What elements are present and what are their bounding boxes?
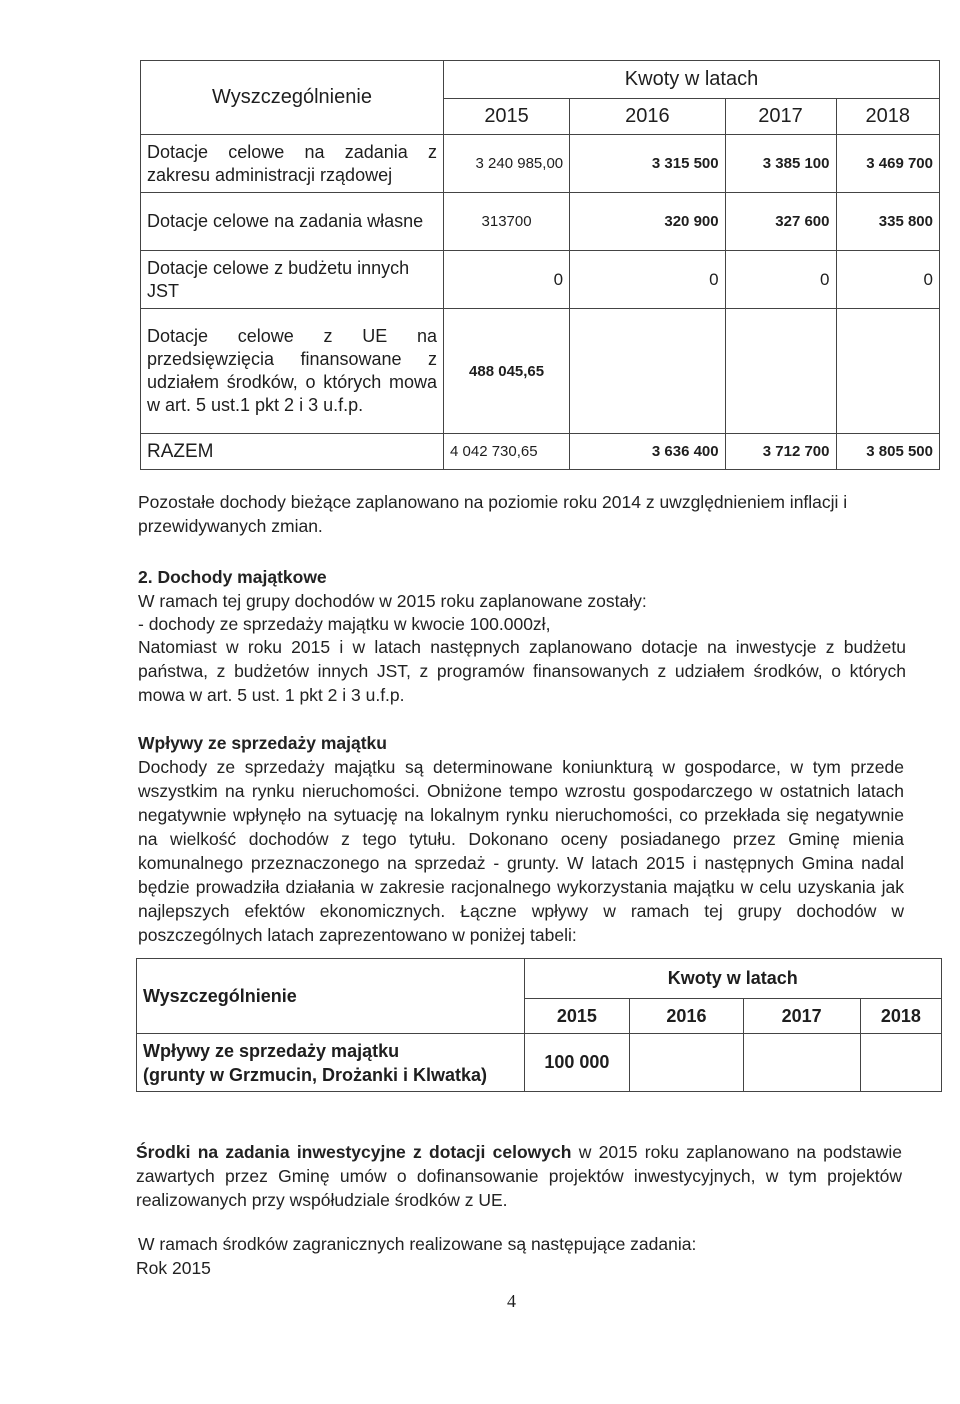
table-row xyxy=(141,309,940,434)
sales-table xyxy=(136,958,942,1092)
paragraph-investment xyxy=(136,1140,902,1212)
cell-value xyxy=(725,309,836,434)
year-header: 2015 xyxy=(444,99,570,135)
cell-value: 313700 xyxy=(444,193,570,251)
cell-value: 488 045,65 xyxy=(444,309,570,434)
cell-value xyxy=(860,1034,941,1092)
section-text: Natomiast w roku 2015 i w latach następnych zaplanowano dotacje na inwestycje z budżetu państwa, z budżetów innych JST, z programów finansowanych z udziałem środków, o których mowa w art. 5 ust. 1 pkt 2 i 3 u.f.p. xyxy=(138,637,906,705)
section-heading: Środki na zadania inwestycyjne z dotacji celowych xyxy=(136,1142,572,1162)
cell-value: 3 712 700 xyxy=(725,434,836,470)
row-label-line: (grunty w Grzmucin, Drożanki i Klwatka) xyxy=(143,1064,488,1085)
year-header: 2018 xyxy=(860,999,941,1034)
cell-value xyxy=(570,309,725,434)
cell-value: 3 469 700 xyxy=(836,135,940,193)
section-text: Dochody ze sprzedaży majątku są determinowane koniunkturą w gospodarce, w tym przede wszystkim na rynku nieruchomości. Obniżone tempo wzrostu gospodarczego w ostatnich latach negatywnie wpłynęło na sytuację na lokalnym rynku nieruchomości, co przekłada się negatywnie na wielkość dochodów z tego tytułu. Dokonano oceny posiadanego przez Gminę mienia komunalnego przeznaczonego na sprzedaż - grunty. W latach 2015 i następnych Gmina nadal będzie prowadziła działania w zakresie racjonalnego wykorzystania majątku w celu uzyskania jak najlepszych efektów ekonomicznych. Łączne wpływy w ramach tej grupy dochodów w poszczególnych latach zaprezentowano w poniżej tabeli: xyxy=(138,757,904,945)
section-text: - dochody ze sprzedaży majątku w kwocie 100.000zł, xyxy=(138,614,551,634)
cell-value: 0 xyxy=(836,251,940,309)
cell-value: 0 xyxy=(444,251,570,309)
row-label: Dotacje celowe z UE na przedsięwzięcia finansowane z udziałem środków, o których mowa w art. 5 ust.1 pkt 2 i 3 u.f.p. xyxy=(141,309,444,434)
row-label-line: Wpływy ze sprzedaży majątku xyxy=(143,1040,400,1061)
cell-value xyxy=(836,309,940,434)
paragraph-foreign: W ramach środków zagranicznych realizowane są następujące zadania: xyxy=(138,1234,697,1254)
grants-table xyxy=(140,60,940,470)
section-text: w 2015 roku zaplanowano na podstawie zawartych przez Gminę umów o dofinansowanie projektów inwestycyjnych, w tym projektów realizowanych przy współudziale środków z UE. xyxy=(136,1142,902,1210)
cell-value: 3 636 400 xyxy=(570,434,725,470)
table-header-amounts: Kwoty w latach xyxy=(444,61,940,99)
table-header-spec: Wyszczególnienie xyxy=(137,959,525,1034)
row-label: Dotacje celowe na zadania z zakresu administracji rządowej xyxy=(141,135,444,193)
cell-value: 335 800 xyxy=(836,193,940,251)
section-text: W ramach tej grupy dochodów w 2015 roku zaplanowane zostały: xyxy=(138,591,647,611)
paragraph-year: Rok 2015 xyxy=(136,1258,211,1278)
section-heading: Wpływy ze sprzedaży majątku xyxy=(138,733,387,753)
paragraph-other-income: Pozostałe dochody bieżące zaplanowano na poziomie roku 2014 z uwzględnieniem inflacji i przewidywanych zmian. xyxy=(138,492,848,536)
table-header-spec: Wyszczególnienie xyxy=(141,61,444,135)
cell-value: 0 xyxy=(570,251,725,309)
table-row xyxy=(137,1034,942,1092)
year-header: 2016 xyxy=(630,999,743,1034)
row-label xyxy=(137,1034,525,1092)
table-row xyxy=(141,135,940,193)
row-label: RAZEM xyxy=(141,434,444,470)
table-header-amounts: Kwoty w latach xyxy=(524,959,941,999)
table-row xyxy=(141,193,940,251)
page-number: 4 xyxy=(507,1291,516,1311)
table-row xyxy=(141,251,940,309)
year-header: 2015 xyxy=(524,999,630,1034)
year-header: 2017 xyxy=(743,999,860,1034)
cell-value: 4 042 730,65 xyxy=(444,434,570,470)
year-header: 2018 xyxy=(836,99,940,135)
cell-value: 3 805 500 xyxy=(836,434,940,470)
cell-value: 3 385 100 xyxy=(725,135,836,193)
year-header: 2016 xyxy=(570,99,725,135)
row-label: Dotacje celowe z budżetu innych JST xyxy=(141,251,444,309)
cell-value: 327 600 xyxy=(725,193,836,251)
cell-value: 3 240 985,00 xyxy=(444,135,570,193)
cell-value: 3 315 500 xyxy=(570,135,725,193)
table-row-total xyxy=(141,434,940,470)
year-header: 2017 xyxy=(725,99,836,135)
cell-value xyxy=(743,1034,860,1092)
row-label: Dotacje celowe na zadania własne xyxy=(141,193,444,251)
cell-value xyxy=(630,1034,743,1092)
cell-value: 100 000 xyxy=(524,1034,630,1092)
section-heading: 2. Dochody majątkowe xyxy=(138,567,327,587)
cell-value: 0 xyxy=(725,251,836,309)
cell-value: 320 900 xyxy=(570,193,725,251)
